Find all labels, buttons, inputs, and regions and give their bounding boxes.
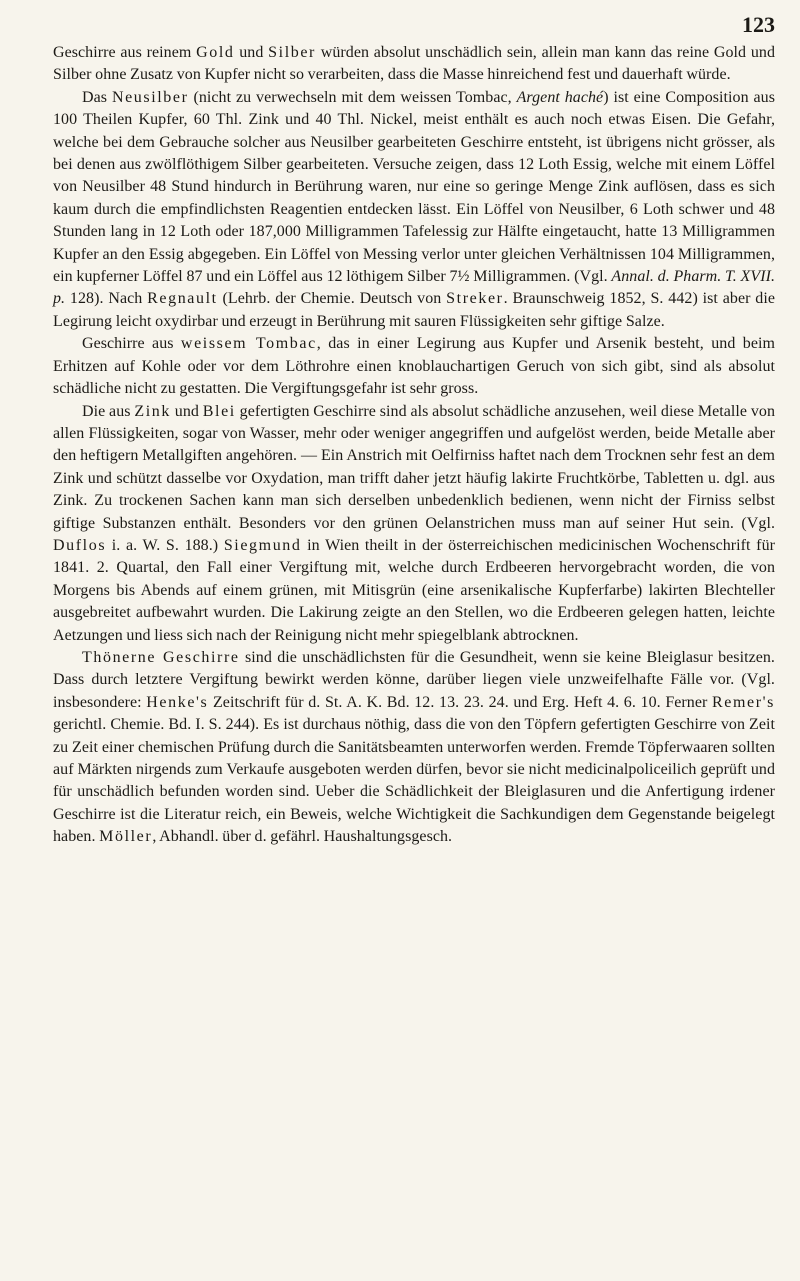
spaced-term: Blei	[202, 402, 236, 420]
text-run: in Wien theilt in der österreichischen medicinischen Wochenschrift für 1841. 2. Quartal, den Fall einer Vergiftung mit, welche durch Erdbeeren hervorgebracht worden, die von Morgens bis Abends auf einem grünen, mit Mitisgrün (eine arsenikalische Kupferfarbe) lakirten Blechteller ausgebreitet aufbewahrt wurden. Die Lakirung zeigte an den Stellen, wo die Erdbeeren gelegen hatten, leichte Aetzungen und liess sich nach der Reinigung nicht mehr spiegelblank abtrocknen.	[53, 536, 775, 644]
italic-text: Argent haché	[516, 88, 604, 106]
text-run: Das	[82, 88, 112, 106]
text-run: 128). Nach	[65, 290, 148, 308]
text-run: sind die unschädlichsten für die Gesundheit, wenn sie keine Bleiglasur besitzen. Dass durch letztere Vergiftung bewirkt werden könne, darüber liegen viele unzweifelhafte Fälle vor. (Vgl. insbesondere:	[53, 648, 775, 711]
spaced-term: weissem Tombac	[180, 335, 317, 353]
text-run: und	[234, 44, 269, 61]
spaced-term: Duflos	[53, 536, 107, 554]
text-run: Zeitschrift für d. St. A. K. Bd. 12. 13. 23. 24. und Erg. Heft 4. 6. 10. Ferner	[208, 693, 713, 711]
spaced-term: Gold	[196, 44, 235, 61]
text-run: . Braunschweig 1852, S. 442) ist aber die Legirung leicht oxydirbar und erzeugt in Berührung mit sauren Flüssigkeiten sehr giftige Salze.	[53, 290, 776, 330]
text-run: gerichtl. Chemie. Bd. I. S. 244). Es ist durchaus nöthig, dass die von den Töpfern gefertigten Geschirre von Zeit zu Zeit einer chemischen Prüfung durch die Sanitätsbeamten unterworfen werden. Fremde Töpferwaaren sollten auf Märkten nirgends zum Verkaufe ausgeboten werden dürfen, bevor sie nicht medicinalpoliceilich geprüft und für unschädlich befunden worden sind. Ueber die Schädlichkeit der Bleiglasuren und die Anfertigung irdener Geschirre ist die Literatur reich, ein Beweis, welche Wichtigkeit die Sachkundigen dem Gegenstande beigelegt haben.	[53, 716, 775, 846]
spaced-term: Siegmund	[223, 536, 302, 554]
text-run: Geschirre aus reinem	[53, 44, 197, 61]
text-run: Geschirre aus	[82, 335, 181, 353]
paragraph	[53, 87, 775, 333]
page-number: 123	[742, 12, 775, 37]
text-run: , Abhandl. über d. gefährl. Haushaltungsgesch.	[152, 828, 453, 846]
text-run: würden absolut unschädlich sein, allein man kann das reine Gold und Silber ohne Zusatz von Kupfer nicht so verarbeiten, dass die Masse hinreichend fest und dauerhaft würde.	[53, 44, 775, 84]
text-run: i. a. W. S. 188.)	[106, 536, 224, 554]
spaced-term: Streker	[446, 290, 504, 308]
spaced-term: Neusilber	[111, 88, 189, 106]
paragraph	[53, 401, 775, 647]
spaced-term: Möller	[99, 828, 153, 846]
text-run: (nicht zu verwechseln mit dem weissen Tombac,	[188, 88, 517, 106]
spaced-term: Henke's	[146, 693, 209, 711]
text-run: Die aus	[82, 402, 135, 420]
spaced-term: Zink	[134, 402, 171, 420]
italic-text: Annal. d. Pharm. T. XVII. p.	[53, 268, 776, 308]
paragraph	[53, 42, 775, 87]
paragraph	[53, 333, 775, 400]
text-run: und	[170, 402, 203, 420]
text-run: , das in einer Legirung aus Kupfer und Arsenik besteht, und beim Erhitzen auf Kohle oder vor dem Löthrohre einen knoblauchartigen Geruch von sich gibt, sind als absolut schädliche nicht zu gestatten. Die Vergiftungsgefahr ist sehr gross.	[53, 335, 775, 398]
body-text	[53, 42, 775, 849]
spaced-term: Remer's	[712, 693, 775, 711]
paragraph	[53, 647, 775, 849]
text-run: (Lehrb. der Chemie. Deutsch von	[217, 290, 447, 308]
spaced-term: Thönerne Geschirre	[82, 648, 240, 666]
text-run: gefertigten Geschirre sind als absolut schädliche anzusehen, weil diese Metalle von allen Flüssigkeiten, sogar von Wasser, mehr oder weniger angegriffen und aufgelöst werden, beide Metalle aber den heftigern Metallgiften angehören. — Ein Anstrich mit Oelfirniss haftet nach dem Trocknen sehr fest an dem Zink und schützt dasselbe vor Oxydation, man trifft daher jetzt häufig lakirte Fruchtkörbe, Tabletten u. dgl. aus Zink. Zu trockenen Sachen kann man sich derselben unbedenklich bedienen, wenn nicht der Firniss selbst giftige Substanzen enthält. Besonders vor den grünen Oelanstrichen muss man auf seiner Hut sein. (Vgl.	[53, 402, 776, 532]
text-run: ) ist eine Composition aus 100 Theilen Kupfer, 60 Thl. Zink und 40 Thl. Nickel, meist enthält es auch noch etwas Eisen. Die Gefahr, welche bei dem Gebrauche solcher aus Neusilber gearbeiteten Geschirre entsteht, ist übrigens nicht grösser, als bei denen aus zwölflöthigem Silber gearbeiteten. Versuche zeigen, dass 12 Loth Essig, welche mit einem Löffel von Neusilber 48 Stund hindurch in Berührung waren, nur eine so geringe Menge Zink auflösen, dass es sich kaum durch die empfindlichsten Reagentien entdecken lässt. Ein Löffel von Neusilber, 6 Loth schwer und 48 Stunden lang in 12 Loth oder 187,000 Milligrammen Tafelessig zur Hälfte eingetaucht, hatte 13 Milligrammen Kupfer an den Essig abgegeben. Ein Löffel von Messing verlor unter gleichen Verhältnissen 104 Milligrammen, ein kupferner Löffel 87 und ein Löffel aus 12 löthigem Silber 7½ Milligrammen. (Vgl.	[53, 88, 776, 286]
spaced-term: Regnault	[147, 290, 218, 308]
spaced-term: Silber	[268, 44, 316, 61]
